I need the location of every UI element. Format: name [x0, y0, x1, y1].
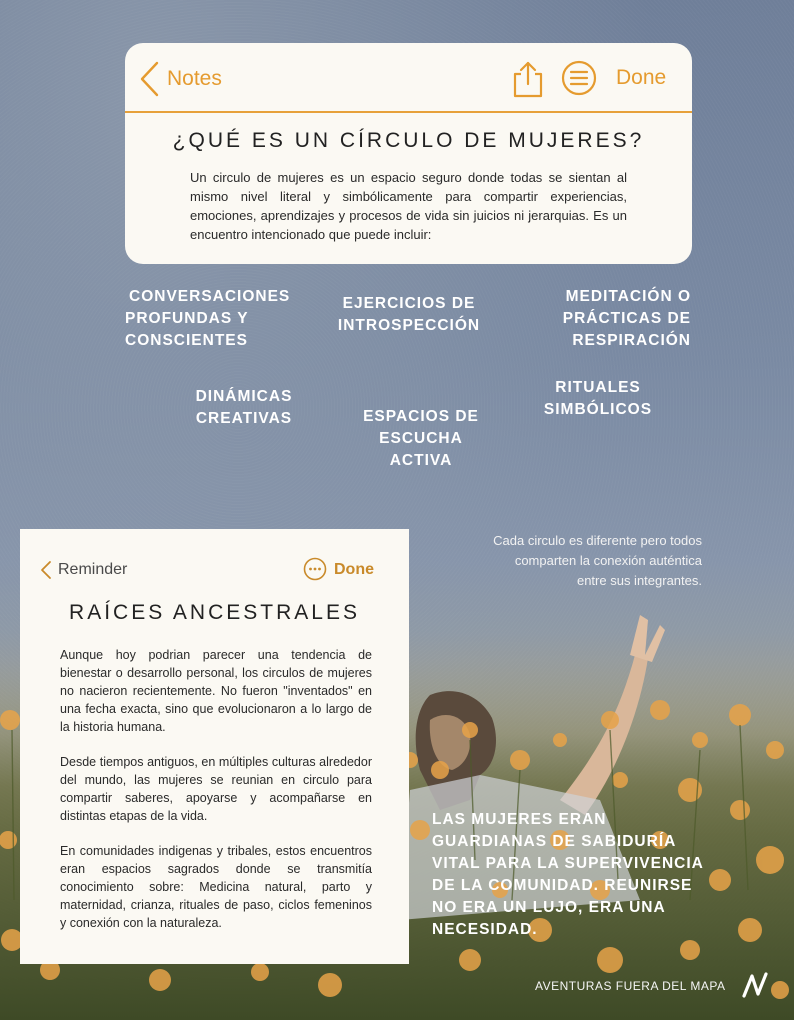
chevron-left-icon	[139, 61, 161, 97]
reminder-body	[60, 646, 372, 949]
share-icon[interactable]	[511, 60, 545, 98]
tag-line: CREATIVAS	[195, 410, 293, 427]
quote-line: NECESIDAD.	[432, 921, 538, 938]
tag-line: ESCUCHA	[379, 430, 463, 447]
tag-rituales	[532, 377, 664, 421]
quote-line: DE LA COMUNIDAD. REUNIRSE	[432, 877, 693, 894]
tag-dinamicas	[180, 386, 308, 430]
footer-brand: AVENTURAS FUERA DEL MAPA	[535, 979, 726, 993]
reminder-title: RAÍCES ANCESTRALES	[69, 601, 360, 624]
tag-line: MEDITACIÓN O	[565, 288, 691, 305]
notes-card	[125, 43, 692, 264]
notes-done-button[interactable]: Done	[616, 66, 667, 89]
reminder-back-label: Reminder	[58, 561, 128, 578]
brand-logo-icon	[741, 972, 769, 998]
caption-text	[442, 531, 702, 591]
tag-line: RITUALES	[555, 379, 641, 396]
quote-line: LAS MUJERES ERAN	[432, 811, 607, 828]
quote-line: NO ERA UN LUJO, ERA UNA	[432, 899, 666, 916]
reminder-back-button[interactable]	[40, 560, 127, 580]
reminder-card	[20, 529, 409, 964]
reminder-paragraph: En comunidades indigenas y tribales, estos encuentros eran espacios sagrados donde se transmitía conocimiento sobre: Medicina natural, parto y maternidad, crianza, rituales de paso, ciclos femeninos y conexión con la naturaleza.	[60, 844, 372, 930]
reminder-paragraph: Aunque hoy podrian parecer una tendencia de bienestar o desarrollo personal, los circulos de mujeres no nacieron recientemente. No fueron "inventados" en una fecha exacta, sino que evolucionaron a lo largo de la historia humana.	[60, 648, 372, 734]
tag-conversaciones	[125, 286, 290, 352]
caption-line: Cada circulo es diferente pero todos	[493, 533, 702, 548]
tag-espacios	[350, 406, 492, 472]
tag-line: DINÁMICAS	[195, 388, 293, 405]
quote-text	[432, 809, 722, 941]
notes-toolbar	[125, 43, 692, 113]
tag-line: RESPIRACIÓN	[572, 332, 691, 349]
chevron-left-icon	[40, 560, 52, 580]
notes-body: Un circulo de mujeres es un espacio seguro donde todas se sientan al mismo nivel literal y simbólicamente para compartir experiencias, emociones, aprendizajes y procesos de vida sin juicios ni jerarquias. Es un encuentro intencionado que puede incluir:	[190, 170, 627, 242]
notes-title: ¿QUÉ ES UN CÍRCULO DE MUJERES?	[172, 129, 645, 152]
reminder-paragraph: Desde tiempos antiguos, en múltiples culturas alrededor del mundo, las mujeres se reunian en circulo para compartir saberes, apoyarse y acompañarse en distintas etapas de la vida.	[60, 755, 372, 823]
tag-line: CONSCIENTES	[125, 332, 248, 349]
tag-line: CONVERSACIONES	[129, 288, 291, 305]
caption-line: entre sus integrantes.	[576, 573, 702, 588]
quote-line: VITAL PARA LA SUPERVIVENCIA	[432, 855, 704, 872]
caption-line: comparten la conexión auténtica	[514, 553, 702, 568]
notes-back-button[interactable]	[139, 61, 222, 97]
quote-line: GUARDIANAS DE SABIDURÍA	[432, 833, 677, 850]
notes-back-label: Notes	[167, 67, 222, 90]
list-menu-icon[interactable]	[561, 60, 597, 96]
tag-meditacion	[530, 286, 691, 352]
reminder-done-button[interactable]: Done	[334, 561, 374, 578]
tag-line: INTROSPECCIÓN	[337, 317, 481, 334]
tag-line: PRÁCTICAS DE	[562, 310, 691, 327]
ellipsis-circle-icon[interactable]	[303, 557, 327, 581]
tag-line: PROFUNDAS Y	[125, 310, 249, 327]
tag-line: EJERCICIOS DE	[342, 295, 476, 312]
tag-line: ESPACIOS DE	[363, 408, 479, 425]
tag-ejercicios	[330, 293, 488, 337]
tag-line: SIMBÓLICOS	[543, 401, 653, 418]
tag-line: ACTIVA	[389, 452, 453, 469]
